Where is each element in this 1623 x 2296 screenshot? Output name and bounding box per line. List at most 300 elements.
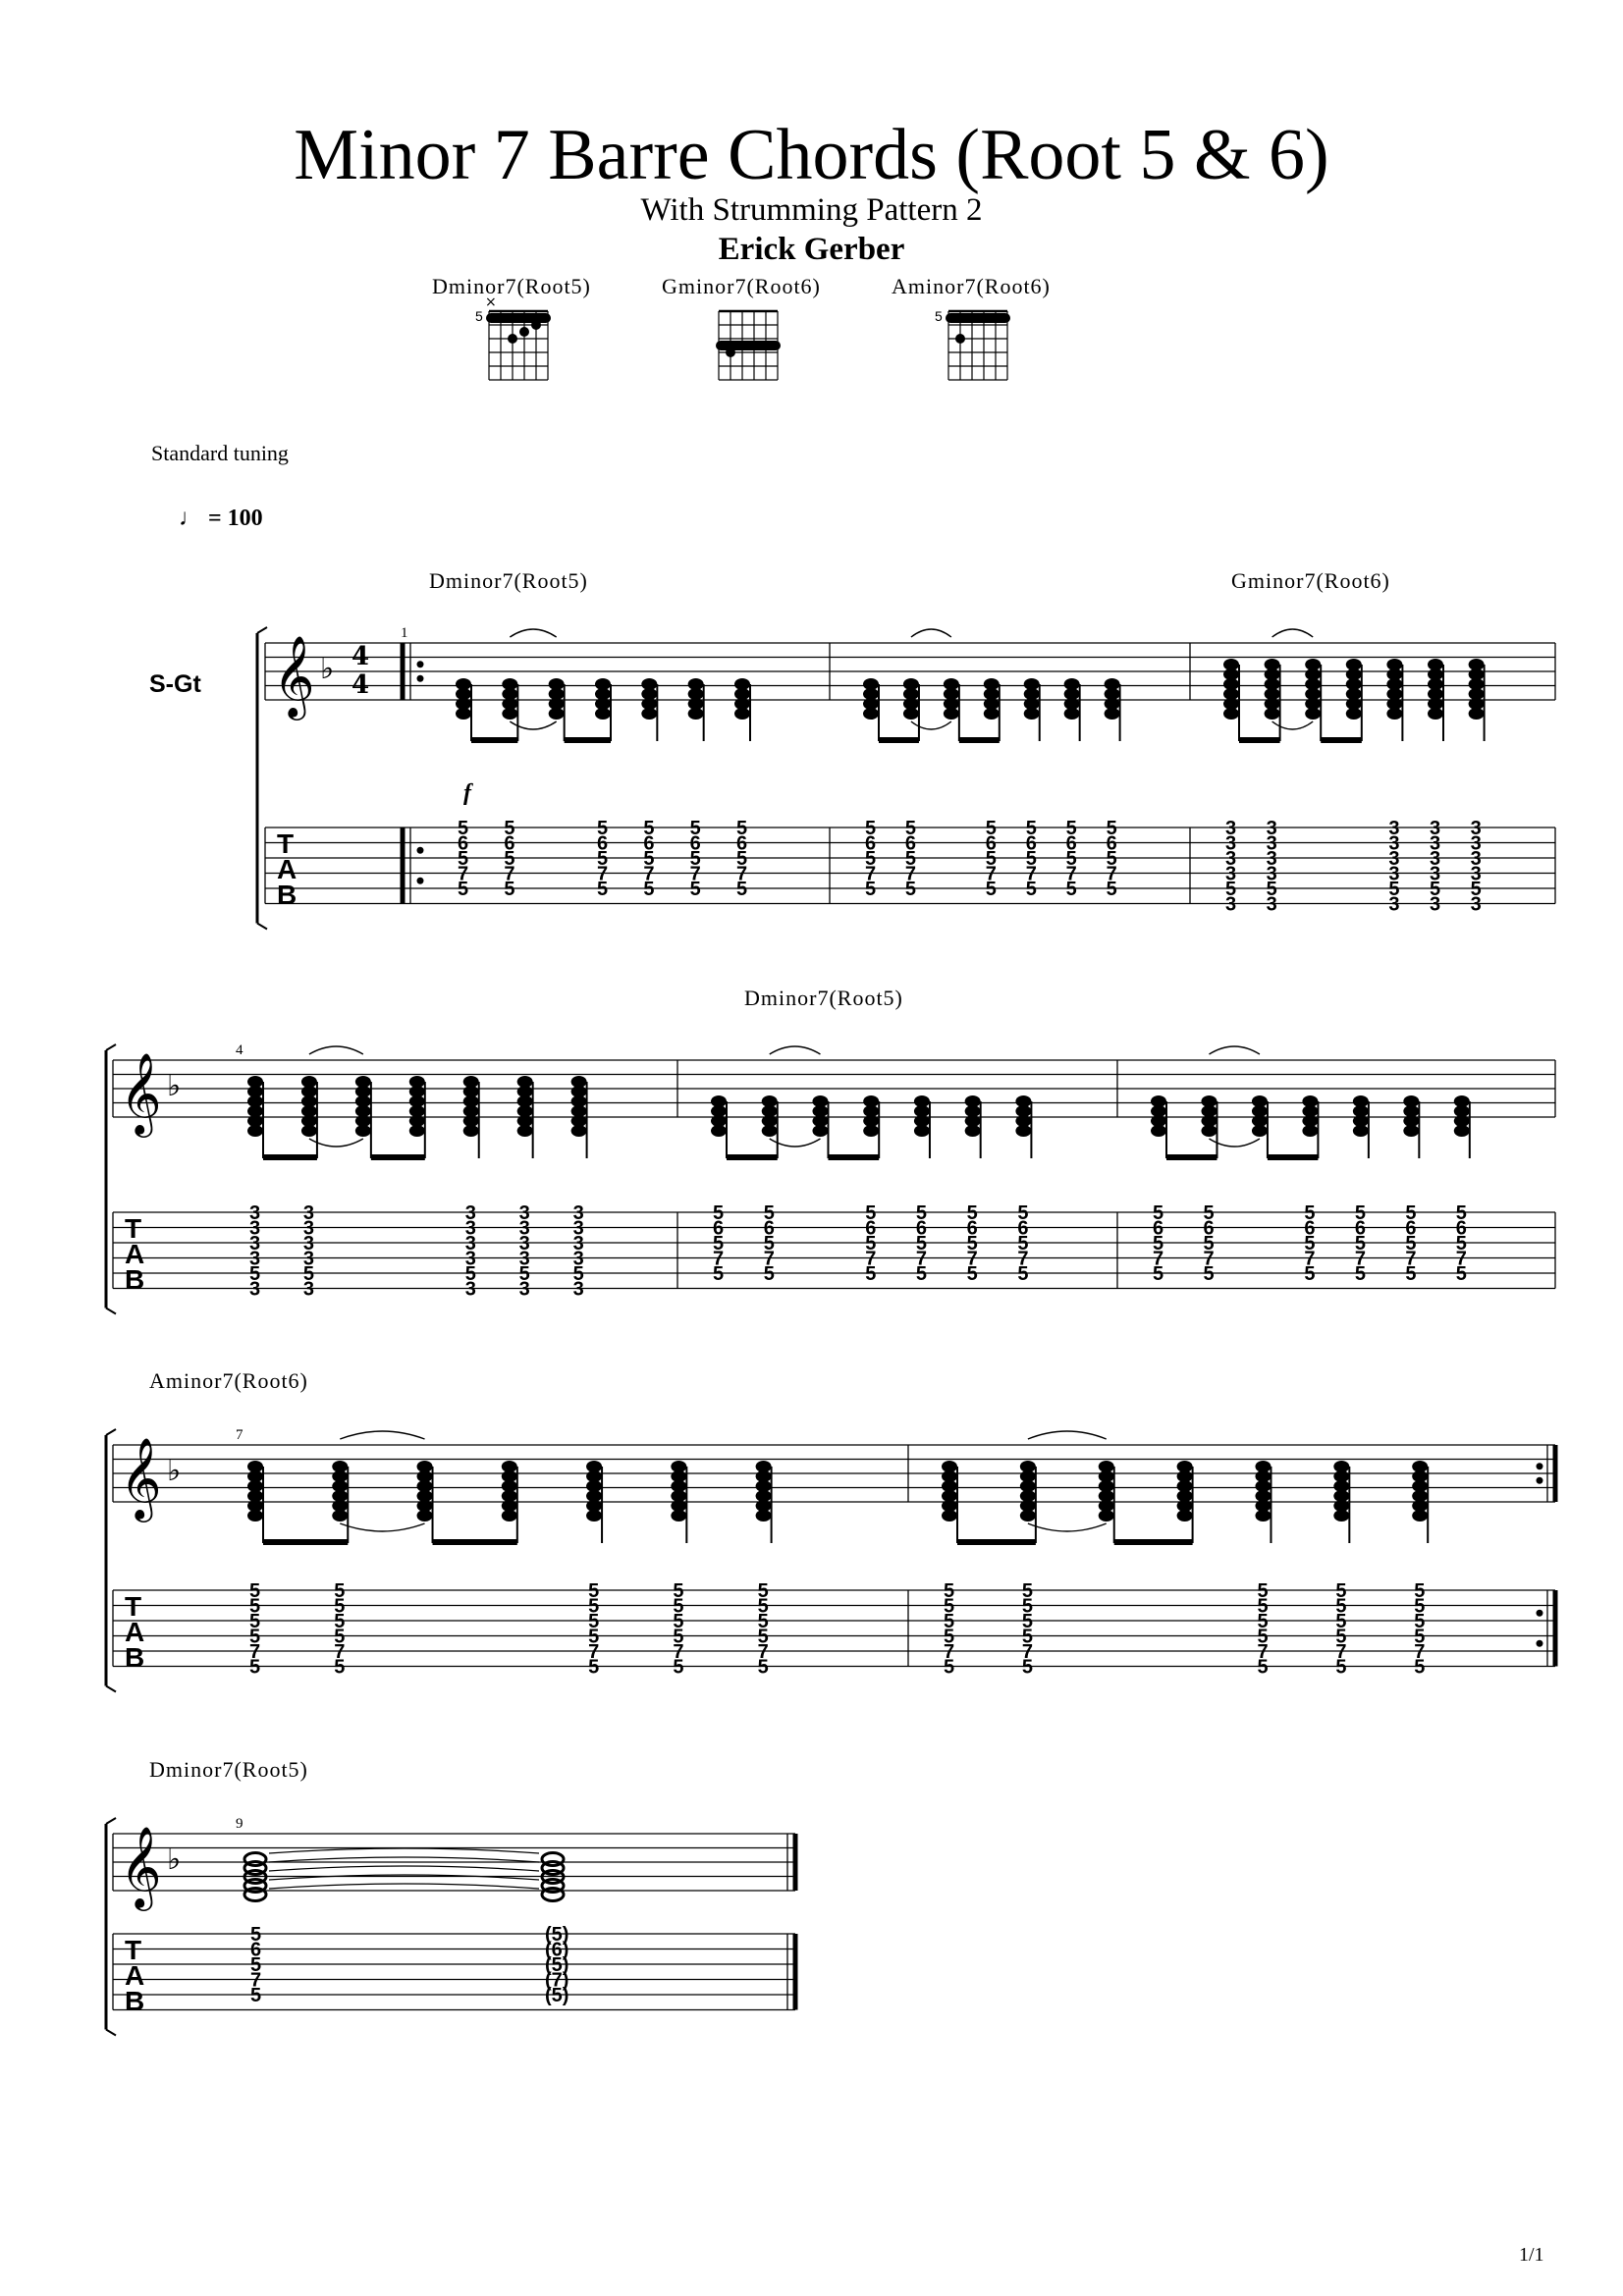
tab-fret-number: 6: [1106, 832, 1117, 855]
tab-fret-number: 5: [763, 1233, 775, 1255]
tab-fret-number: 5: [1405, 1263, 1417, 1285]
tab-fret-number: 5: [1021, 1580, 1033, 1602]
tab-fret-number: 7: [713, 1248, 725, 1270]
tab-fret-number: 5: [1106, 848, 1117, 870]
tab-letter-b: B: [125, 1986, 145, 2016]
tab-fret-number: 5: [1455, 1202, 1467, 1224]
note-head: [409, 1076, 425, 1088]
tab-fret-number: 5: [904, 879, 917, 900]
tab-fret-number: 6: [713, 1217, 725, 1240]
tempo-value: = 100: [208, 506, 263, 531]
repeat-dot: [417, 675, 424, 682]
time-signature-top: 4: [352, 642, 370, 671]
chord-label: Dminor7(Root5): [744, 986, 903, 1010]
tab-fret-number: 5: [504, 848, 515, 870]
note-head: [1333, 1461, 1349, 1472]
note-head: [1428, 659, 1443, 670]
tab-fret-number: 7: [904, 863, 917, 885]
tab-fret-number: 3: [572, 1248, 584, 1270]
tab-fret-number: 5: [1017, 1202, 1029, 1224]
tab-fret-number: 3: [249, 1248, 261, 1270]
tab-fret-number: 7: [966, 1248, 978, 1270]
tab-fret-number: 3: [1266, 893, 1277, 916]
tab-letter-b: B: [277, 880, 298, 910]
note-head: [1403, 1095, 1419, 1107]
note-head: [944, 678, 959, 690]
tab-fret-number: 7: [1106, 863, 1117, 885]
tab-fret-number: 3: [572, 1233, 584, 1255]
note-head: [301, 1076, 317, 1088]
note-head: [1255, 1461, 1271, 1472]
tab-fret-number: 3: [1430, 848, 1441, 870]
tab-fret-number: 5: [944, 1611, 955, 1632]
tab-fret-number: 5: [1203, 1263, 1215, 1285]
tab-letter-a: A: [125, 1617, 145, 1647]
tie-arc: [309, 1046, 363, 1054]
note-head: [1020, 1461, 1036, 1472]
tab-fret-number: 5: [597, 818, 609, 839]
tab-fret-number: 7: [1405, 1248, 1417, 1270]
note-head: [1024, 678, 1040, 690]
tab-fret-number: 5: [1388, 879, 1400, 900]
chord-diagram-name: Aminor7(Root6): [892, 274, 1051, 298]
tab-fret-number: 5: [1106, 879, 1117, 900]
note-beam: [263, 1154, 317, 1160]
tie-arc: [340, 1431, 424, 1439]
tab-fret-number: 7: [588, 1641, 600, 1663]
tab-letter-t: T: [125, 1213, 142, 1244]
tab-fret-number: 5: [736, 879, 748, 900]
tab-fret-number: 5: [713, 1202, 725, 1224]
tab-fret-number: 5: [865, 879, 877, 900]
tab-fret-number: 5: [1021, 1611, 1033, 1632]
tab-letter-b: B: [125, 1642, 145, 1673]
tab-fret-number: 6: [865, 1217, 877, 1240]
tab-fret-number: 5: [1335, 1580, 1347, 1602]
tab-fret-number: 5: [1335, 1626, 1347, 1648]
note-beam: [263, 1539, 348, 1545]
tab-fret-number: 5: [588, 1626, 600, 1648]
note-head: [502, 1461, 517, 1472]
tab-fret-number: 5: [334, 1611, 346, 1632]
tab-fret-number: 7: [334, 1641, 346, 1663]
tab-fret-number: 5: [1025, 818, 1037, 839]
tab-fret-number: 5: [985, 879, 997, 900]
tab-fret-number: 5: [588, 1595, 600, 1618]
note-head: [1151, 1095, 1166, 1107]
tab-fret-number: 5: [458, 848, 469, 870]
tab-fret-number: 3: [302, 1233, 315, 1255]
note-head: [984, 678, 1000, 690]
treble-clef-icon: 𝄞: [120, 1825, 162, 1907]
note-head: [586, 1461, 602, 1472]
tab-fret-number: 5: [1225, 879, 1237, 900]
tab-fret-number: 3: [464, 1217, 476, 1240]
tab-fret-number: 5: [1065, 818, 1077, 839]
time-signature-bottom: 4: [352, 670, 370, 700]
tab-fret-number: 5: [757, 1580, 769, 1602]
note-head: [332, 1461, 348, 1472]
tab-fret-number: 6: [250, 1939, 262, 1961]
note-head: [863, 1095, 879, 1107]
whole-note: [542, 1853, 564, 1866]
tab-fret-number: 5: [763, 1202, 775, 1224]
tie-arc: [1028, 1523, 1107, 1531]
tab-fret-number: 5: [1257, 1595, 1269, 1618]
system-bracket: [106, 1818, 116, 1824]
tab-fret-number: 7: [763, 1248, 775, 1270]
tie-arc: [269, 1857, 539, 1862]
tab-fret-number: 5: [249, 1263, 261, 1285]
tab-fret-number: 7: [1065, 863, 1077, 885]
tab-fret-number: 5: [302, 1263, 315, 1285]
note-head: [711, 1095, 727, 1107]
system-bracket: [106, 2030, 116, 2036]
chord-label: Dminor7(Root5): [429, 568, 588, 593]
tab-fret-number: 6: [763, 1217, 775, 1240]
note-head: [756, 1461, 772, 1472]
note-beam: [828, 1154, 879, 1160]
tab-fret-number: 5: [1257, 1611, 1269, 1632]
tab-fret-number: 3: [1470, 818, 1482, 839]
tab-letter-a: A: [125, 1239, 145, 1269]
repeat-dot: [1537, 1640, 1543, 1647]
tab-fret-number: 5: [757, 1611, 769, 1632]
note-head: [1353, 1095, 1369, 1107]
chord-label: Aminor7(Root6): [149, 1368, 308, 1393]
tab-fret-number: 5: [1304, 1233, 1316, 1255]
dynamic-marking: f: [463, 780, 471, 806]
tab-fret-number: 7: [985, 863, 997, 885]
note-head: [549, 678, 565, 690]
tab-fret-number: 5: [1335, 1611, 1347, 1632]
tab-fret-number: 5: [673, 1656, 684, 1679]
note-beam: [1114, 1539, 1193, 1545]
note-beam: [433, 1539, 517, 1545]
tab-fret-number: 3: [518, 1248, 530, 1270]
score-title: Minor 7 Barre Chords (Root 5 & 6): [294, 115, 1329, 195]
tab-fret-number: 5: [944, 1580, 955, 1602]
tie-arc: [269, 1875, 539, 1880]
tab-fret-number: 3: [518, 1278, 530, 1301]
note-beam: [1321, 737, 1362, 743]
note-head: [247, 1076, 263, 1088]
tab-fret-number: 5: [865, 848, 877, 870]
tab-fret-number: 5: [985, 848, 997, 870]
diagram-fret-number: 5: [935, 308, 943, 324]
note-beam: [1268, 1154, 1318, 1160]
tab-fret-number: 7: [1304, 1248, 1316, 1270]
tab-fret-number: 7: [1021, 1641, 1033, 1663]
repeat-dot: [1537, 1610, 1543, 1617]
tab-fret-number: 5: [944, 1626, 955, 1648]
tab-letter-a: A: [277, 854, 298, 884]
note-beam: [471, 737, 517, 743]
tab-fret-number: 5: [673, 1611, 684, 1632]
tab-fret-number: 7: [865, 863, 877, 885]
tab-fret-number: 5: [1153, 1202, 1164, 1224]
tab-fret-number: 5: [1430, 879, 1441, 900]
diagram-barre: [486, 313, 551, 323]
note-head: [1305, 659, 1321, 670]
note-head: [863, 678, 879, 690]
tab-fret-number: 7: [944, 1641, 955, 1663]
note-head: [641, 678, 657, 690]
track-name: S-Gt: [149, 670, 201, 698]
tab-fret-number: 3: [518, 1233, 530, 1255]
tab-fret-number: 3: [464, 1278, 476, 1301]
treble-clef-icon: 𝄞: [120, 1051, 162, 1134]
tab-fret-number: 5: [689, 818, 701, 839]
note-beam: [1239, 737, 1280, 743]
page-number: 1/1: [1519, 2244, 1544, 2266]
note-head: [1346, 659, 1362, 670]
tab-fret-number: 6: [1153, 1217, 1164, 1240]
note-head: [456, 678, 471, 690]
tab-fret-number: 3: [1225, 893, 1237, 916]
measure-number: 1: [401, 625, 408, 641]
note-head: [417, 1461, 433, 1472]
tab-fret-number: 7: [689, 863, 701, 885]
tab-fret-number: 6: [1455, 1217, 1467, 1240]
tie-arc: [911, 721, 951, 729]
tab-fret-number: 5: [1414, 1626, 1426, 1648]
tie-arc: [1209, 1046, 1259, 1054]
tab-fret-number: 3: [518, 1217, 530, 1240]
tab-fret-number: 6: [1304, 1217, 1316, 1240]
tab-fret-number: 5: [713, 1233, 725, 1255]
tab-fret-number: 5: [1257, 1656, 1269, 1679]
chord-label: Gminor7(Root6): [1231, 568, 1390, 593]
tab-fret-number: 7: [673, 1641, 684, 1663]
tab-fret-number: 5: [1065, 848, 1077, 870]
chord-diagram-name: Dminor7(Root5): [432, 274, 591, 298]
tab-fret-number: 5: [673, 1580, 684, 1602]
tab-fret-number: 5: [643, 848, 655, 870]
tab-fret-number: 5: [250, 1954, 262, 1976]
tab-fret-number: 3: [249, 1202, 261, 1224]
diagram-barre: [946, 313, 1010, 323]
tab-fret-number: 5: [713, 1263, 725, 1285]
note-beam: [959, 737, 1000, 743]
tab-fret-number: 3: [1470, 832, 1482, 855]
repeat-dot: [417, 847, 424, 854]
tab-fret-number: 7: [458, 863, 469, 885]
tab-fret-number: 3: [1266, 863, 1277, 885]
note-head: [914, 1095, 930, 1107]
note-beam: [371, 1154, 425, 1160]
tab-fret-number: 5: [1203, 1202, 1215, 1224]
tab-fret-number: 5: [249, 1595, 261, 1618]
tab-fret-number: 3: [464, 1202, 476, 1224]
tab-fret-number: 5: [597, 848, 609, 870]
tab-fret-number: 7: [643, 863, 655, 885]
note-beam: [565, 737, 611, 743]
note-head: [965, 1095, 981, 1107]
tab-fret-number: 5: [1021, 1595, 1033, 1618]
tab-fret-number: 5: [944, 1656, 955, 1679]
tab-fret-number: 3: [464, 1248, 476, 1270]
tab-fret-number: 7: [757, 1641, 769, 1663]
diagram-dot: [955, 334, 965, 344]
tab-fret-number: 5: [966, 1263, 978, 1285]
note-head: [355, 1076, 371, 1088]
tab-fret-number: 5: [249, 1656, 261, 1679]
tab-fret-number: 3: [1225, 832, 1237, 855]
tab-fret-number: 7: [1455, 1248, 1467, 1270]
tab-fret-number: 6: [985, 832, 997, 855]
tab-fret-number: 5: [966, 1202, 978, 1224]
tie-arc: [911, 629, 951, 637]
tab-fret-number: 3: [1430, 893, 1441, 916]
note-beam: [879, 737, 919, 743]
muted-string-icon: ×: [485, 294, 497, 310]
score-author: Erick Gerber: [718, 232, 905, 267]
system-bracket: [106, 1429, 116, 1435]
tab-fret-number: 3: [1388, 832, 1400, 855]
tab-fret-number: 7: [736, 863, 748, 885]
tab-fret-number: 7: [915, 1248, 928, 1270]
treble-clef-icon: 𝄞: [120, 1436, 162, 1519]
tab-fret-number: 6: [643, 832, 655, 855]
tab-fret-number: 5: [249, 1611, 261, 1632]
tab-fret-number: 5: [757, 1656, 769, 1679]
note-beam: [1166, 1154, 1217, 1160]
note-head: [1454, 1095, 1470, 1107]
tab-fret-number: 6: [597, 832, 609, 855]
score-subtitle: With Strumming Pattern 2: [640, 192, 983, 228]
tab-fret-number: 3: [1430, 863, 1441, 885]
tab-fret-number: 7: [504, 863, 515, 885]
tab-fret-number: 5: [1106, 818, 1117, 839]
tab-fret-number: 5: [249, 1580, 261, 1602]
tab-fret-number: 5: [736, 818, 748, 839]
tab-fret-number: 5: [1304, 1263, 1316, 1285]
tab-fret-number: 3: [1266, 818, 1277, 839]
tab-fret-number: 7: [250, 1969, 262, 1992]
repeat-dot: [417, 661, 424, 667]
note-head: [1015, 1095, 1031, 1107]
tie-arc: [269, 1848, 539, 1853]
tab-fret-number: 5: [689, 879, 701, 900]
system-bracket: [106, 1308, 116, 1314]
tab-fret-number: 5: [1017, 1263, 1029, 1285]
tab-fret-number: 3: [518, 1202, 530, 1224]
diagram-dot: [531, 320, 541, 330]
tab-fret-number: 6: [966, 1217, 978, 1240]
flat-icon: ♭: [167, 1069, 182, 1103]
tab-fret-number: 5: [1257, 1626, 1269, 1648]
tab-fret-number: 5: [865, 1202, 877, 1224]
tab-fret-number: 7: [1153, 1248, 1164, 1270]
tab-letter-t: T: [125, 1935, 142, 1965]
note-head: [1064, 678, 1080, 690]
tab-fret-number: 5: [1025, 848, 1037, 870]
tab-fret-number: 5: [1414, 1595, 1426, 1618]
tab-fret-number: 3: [1225, 848, 1237, 870]
diagram-barre: [716, 341, 781, 350]
tab-fret-number: 3: [249, 1278, 261, 1301]
tab-fret-number: (5): [545, 1954, 569, 1976]
note-beam: [957, 1539, 1036, 1545]
quarter-note-icon: ♩: [179, 506, 202, 531]
tie-arc: [1272, 629, 1314, 637]
flat-icon: ♭: [320, 652, 335, 686]
tab-fret-number: 5: [458, 818, 469, 839]
tab-fret-number: 5: [944, 1595, 955, 1618]
measure-number: 7: [236, 1427, 243, 1443]
note-head: [517, 1076, 533, 1088]
tab-fret-number: 6: [736, 832, 748, 855]
diagram-fret-number: 5: [475, 308, 483, 324]
note-head: [1177, 1461, 1193, 1472]
tab-fret-number: 3: [302, 1217, 315, 1240]
note-head: [1105, 678, 1120, 690]
tab-fret-number: 7: [1203, 1248, 1215, 1270]
flat-icon: ♭: [167, 1842, 182, 1877]
tab-fret-number: 5: [250, 1924, 262, 1946]
tab-fret-number: 5: [1414, 1611, 1426, 1632]
tab-fret-number: 5: [1257, 1580, 1269, 1602]
tab-fret-number: 5: [643, 818, 655, 839]
note-head: [1099, 1461, 1114, 1472]
tie-arc: [269, 1866, 539, 1871]
tab-fret-number: 6: [1405, 1217, 1417, 1240]
tab-fret-number: 5: [673, 1595, 684, 1618]
tab-fret-number: 5: [763, 1263, 775, 1285]
tab-fret-number: (7): [545, 1969, 569, 1992]
tab-fret-number: 3: [464, 1233, 476, 1255]
note-head: [463, 1076, 479, 1088]
tab-fret-number: 5: [1455, 1263, 1467, 1285]
note-head: [1386, 659, 1402, 670]
tab-fret-number: 5: [334, 1595, 346, 1618]
tab-fret-number: 5: [1017, 1233, 1029, 1255]
tab-fret-number: 5: [1153, 1233, 1164, 1255]
note-head: [595, 678, 611, 690]
tab-fret-number: 6: [458, 832, 469, 855]
tab-fret-number: 5: [915, 1233, 928, 1255]
tab-fret-number: 3: [302, 1248, 315, 1270]
tab-letter-t: T: [277, 828, 295, 859]
tab-fret-number: 3: [1430, 832, 1441, 855]
tab-fret-number: 5: [572, 1263, 584, 1285]
tab-fret-number: 5: [736, 848, 748, 870]
tie-arc: [340, 1523, 424, 1531]
tab-fret-number: 6: [1065, 832, 1077, 855]
tab-fret-number: 5: [334, 1626, 346, 1648]
tab-fret-number: 3: [1388, 818, 1400, 839]
tab-fret-number: 7: [1335, 1641, 1347, 1663]
note-head: [812, 1095, 828, 1107]
tab-fret-number: 3: [1266, 832, 1277, 855]
chord-label: Dminor7(Root5): [149, 1757, 308, 1782]
tab-fret-number: 6: [689, 832, 701, 855]
diagram-dot: [519, 327, 529, 337]
tab-letter-a: A: [125, 1960, 145, 1991]
tab-fret-number: 3: [1470, 863, 1482, 885]
tab-fret-number: 5: [597, 879, 609, 900]
tab-fret-number: 5: [1405, 1233, 1417, 1255]
diagram-dot: [508, 334, 517, 344]
note-head: [762, 1095, 778, 1107]
tab-fret-number: 6: [1017, 1217, 1029, 1240]
tab-letter-b: B: [125, 1264, 145, 1295]
tab-fret-number: 5: [1021, 1656, 1033, 1679]
tab-fret-number: 7: [1257, 1641, 1269, 1663]
note-head: [1469, 659, 1485, 670]
tab-fret-number: 7: [865, 1248, 877, 1270]
